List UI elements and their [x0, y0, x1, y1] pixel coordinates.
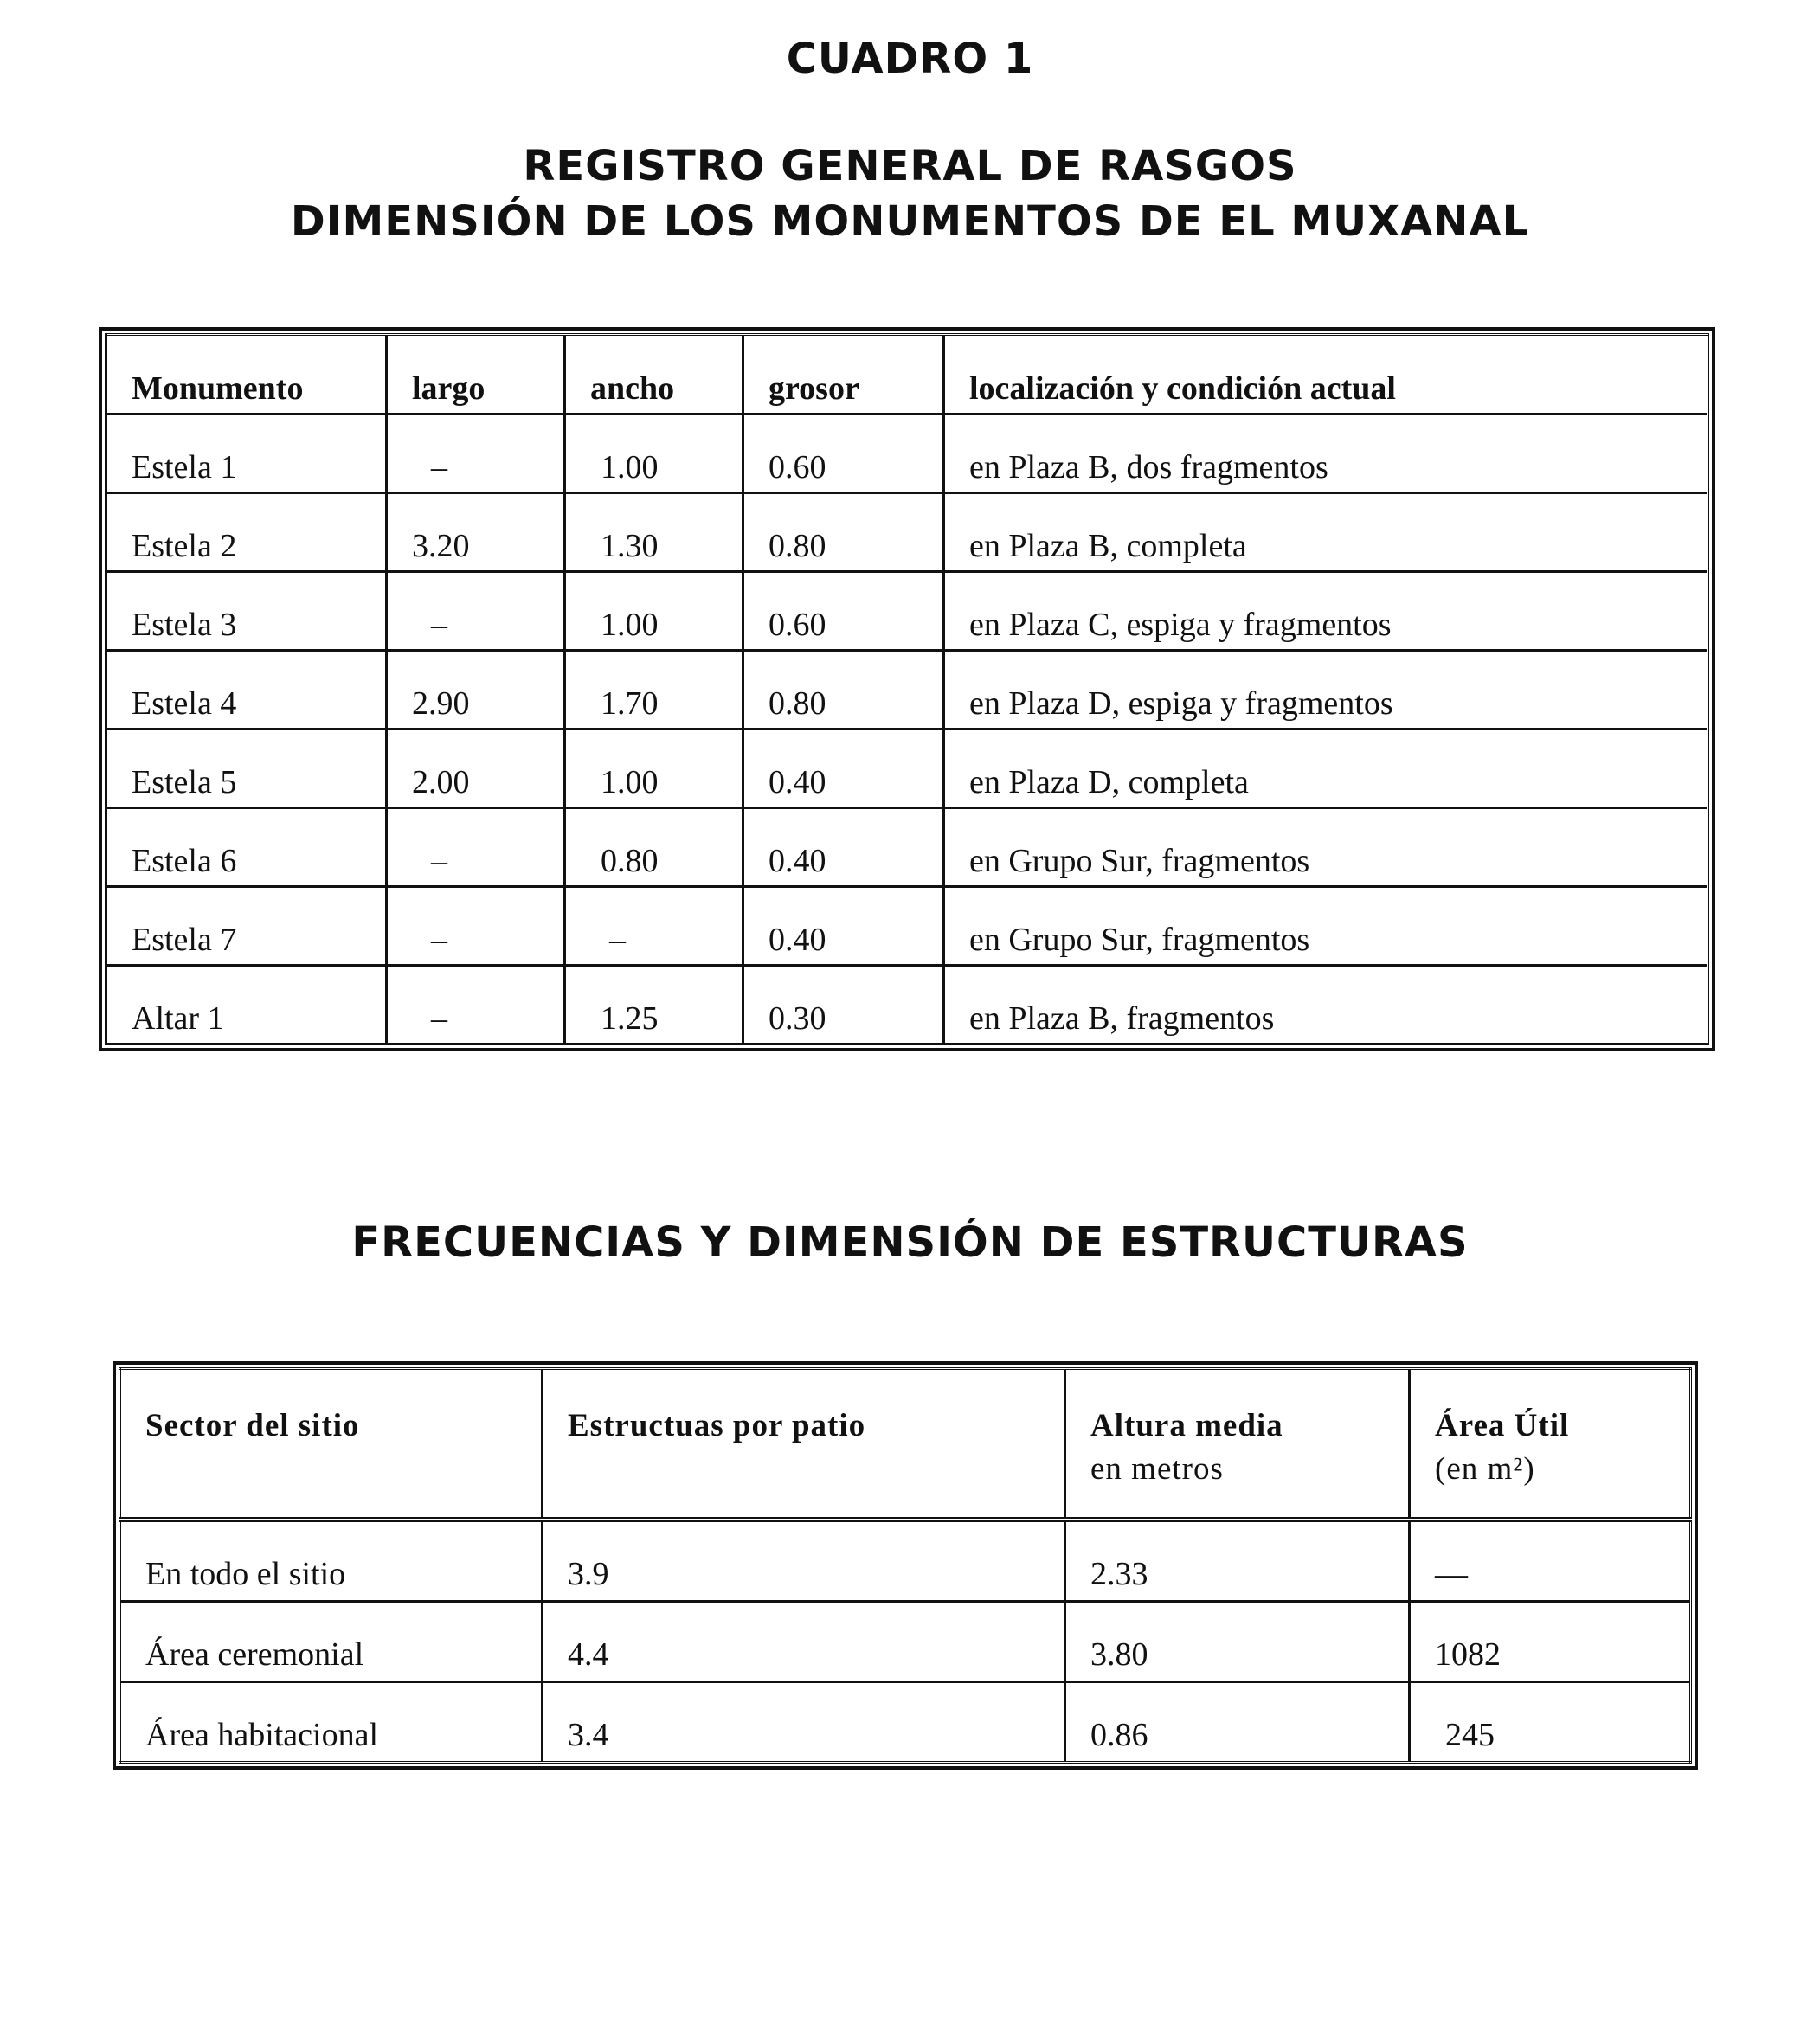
- cell-ancho: 0.80: [565, 808, 743, 887]
- cell-altura: 3.80: [1065, 1602, 1410, 1682]
- table-row: [106, 415, 1708, 493]
- cell-altura: 0.86: [1065, 1682, 1410, 1763]
- table-row: [106, 651, 1708, 729]
- header-ancho: ancho: [565, 335, 743, 415]
- cell-ancho: 1.70: [565, 651, 743, 729]
- structures-header-row: [120, 1369, 1691, 1520]
- cell-ancho: 1.00: [565, 415, 743, 493]
- cell-largo: –: [387, 572, 565, 651]
- cell-monumento: Estela 5: [106, 729, 387, 808]
- header-altura: [1065, 1369, 1410, 1520]
- header-sector-line1: Sector del sitio: [145, 1408, 360, 1443]
- table-row: [120, 1520, 1691, 1602]
- header-estructuras: [543, 1369, 1065, 1520]
- header-sector: [120, 1369, 543, 1520]
- table-row: [120, 1682, 1691, 1763]
- header-altura-line2: en metros: [1090, 1451, 1224, 1487]
- cell-largo: 2.90: [387, 651, 565, 729]
- table-number-title: CUADRO 1: [786, 35, 1034, 83]
- header-area-line1: Área Útil: [1435, 1408, 1570, 1443]
- cell-grosor: 0.40: [743, 887, 944, 966]
- monuments-table: [105, 333, 1709, 1045]
- table-row: [106, 493, 1708, 572]
- cell-grosor: 0.80: [743, 493, 944, 572]
- table-row: [106, 966, 1708, 1044]
- cell-ancho: 1.00: [565, 572, 743, 651]
- cell-largo: –: [387, 415, 565, 493]
- header-estructuras-line1: Estructuas por patio: [568, 1408, 866, 1443]
- cell-estructuras: 4.4: [543, 1602, 1065, 1682]
- cell-sector: Área ceremonial: [120, 1602, 543, 1682]
- cell-area: 245: [1410, 1682, 1691, 1763]
- cell-monumento: Estela 2: [106, 493, 387, 572]
- header-grosor: grosor: [743, 335, 944, 415]
- monuments-title: [0, 138, 1820, 249]
- cell-ancho: –: [565, 887, 743, 966]
- cell-grosor: 0.60: [743, 415, 944, 493]
- header-altura-line1: Altura media: [1090, 1408, 1283, 1443]
- cell-localizacion: en Plaza B, dos fragmentos: [944, 415, 1708, 493]
- table-row: [106, 808, 1708, 887]
- cell-estructuras: 3.4: [543, 1682, 1065, 1763]
- cell-localizacion: en Plaza B, fragmentos: [944, 966, 1708, 1044]
- header-localizacion: localización y condición actual: [944, 335, 1708, 415]
- cell-area: 1082: [1410, 1602, 1691, 1682]
- cell-ancho: 1.30: [565, 493, 743, 572]
- cell-sector: Área habitacional: [120, 1682, 543, 1763]
- cell-localizacion: en Plaza D, completa: [944, 729, 1708, 808]
- cell-largo: 3.20: [387, 493, 565, 572]
- cell-largo: –: [387, 966, 565, 1044]
- cell-monumento: Estela 1: [106, 415, 387, 493]
- structures-table: [119, 1367, 1692, 1764]
- cell-area: —: [1410, 1520, 1691, 1602]
- cell-largo: 2.00: [387, 729, 565, 808]
- cell-largo: –: [387, 887, 565, 966]
- header-monumento: Monumento: [106, 335, 387, 415]
- table-row: [106, 887, 1708, 966]
- cell-localizacion: en Plaza D, espiga y fragmentos: [944, 651, 1708, 729]
- cell-grosor: 0.40: [743, 729, 944, 808]
- table-row: [106, 729, 1708, 808]
- monuments-title-line2: DIMENSIÓN DE LOS MONUMENTOS DE EL MUXANAL: [290, 197, 1530, 246]
- cell-altura: 2.33: [1065, 1520, 1410, 1602]
- cell-monumento: Estela 3: [106, 572, 387, 651]
- cell-monumento: Estela 6: [106, 808, 387, 887]
- cell-largo: –: [387, 808, 565, 887]
- table-row: [120, 1602, 1691, 1682]
- monuments-header-row: [106, 335, 1708, 415]
- cell-localizacion: en Grupo Sur, fragmentos: [944, 808, 1708, 887]
- cell-estructuras: 3.9: [543, 1520, 1065, 1602]
- cell-grosor: 0.80: [743, 651, 944, 729]
- cell-localizacion: en Grupo Sur, fragmentos: [944, 887, 1708, 966]
- cell-grosor: 0.60: [743, 572, 944, 651]
- cell-grosor: 0.30: [743, 966, 944, 1044]
- header-area: [1410, 1369, 1691, 1520]
- cell-localizacion: en Plaza C, espiga y fragmentos: [944, 572, 1708, 651]
- cell-monumento: Estela 4: [106, 651, 387, 729]
- header-area-line2: (en m²): [1435, 1451, 1535, 1487]
- table-row: [106, 572, 1708, 651]
- cell-grosor: 0.40: [743, 808, 944, 887]
- monuments-title-line1: REGISTRO GENERAL DE RASGOS: [523, 142, 1297, 190]
- cell-sector: En todo el sitio: [120, 1520, 543, 1602]
- structures-title: FRECUENCIAS Y DIMENSIÓN DE ESTRUCTURAS: [351, 1218, 1469, 1267]
- cell-localizacion: en Plaza B, completa: [944, 493, 1708, 572]
- cell-monumento: Altar 1: [106, 966, 387, 1044]
- cell-ancho: 1.25: [565, 966, 743, 1044]
- cell-monumento: Estela 7: [106, 887, 387, 966]
- header-largo: largo: [387, 335, 565, 415]
- cell-ancho: 1.00: [565, 729, 743, 808]
